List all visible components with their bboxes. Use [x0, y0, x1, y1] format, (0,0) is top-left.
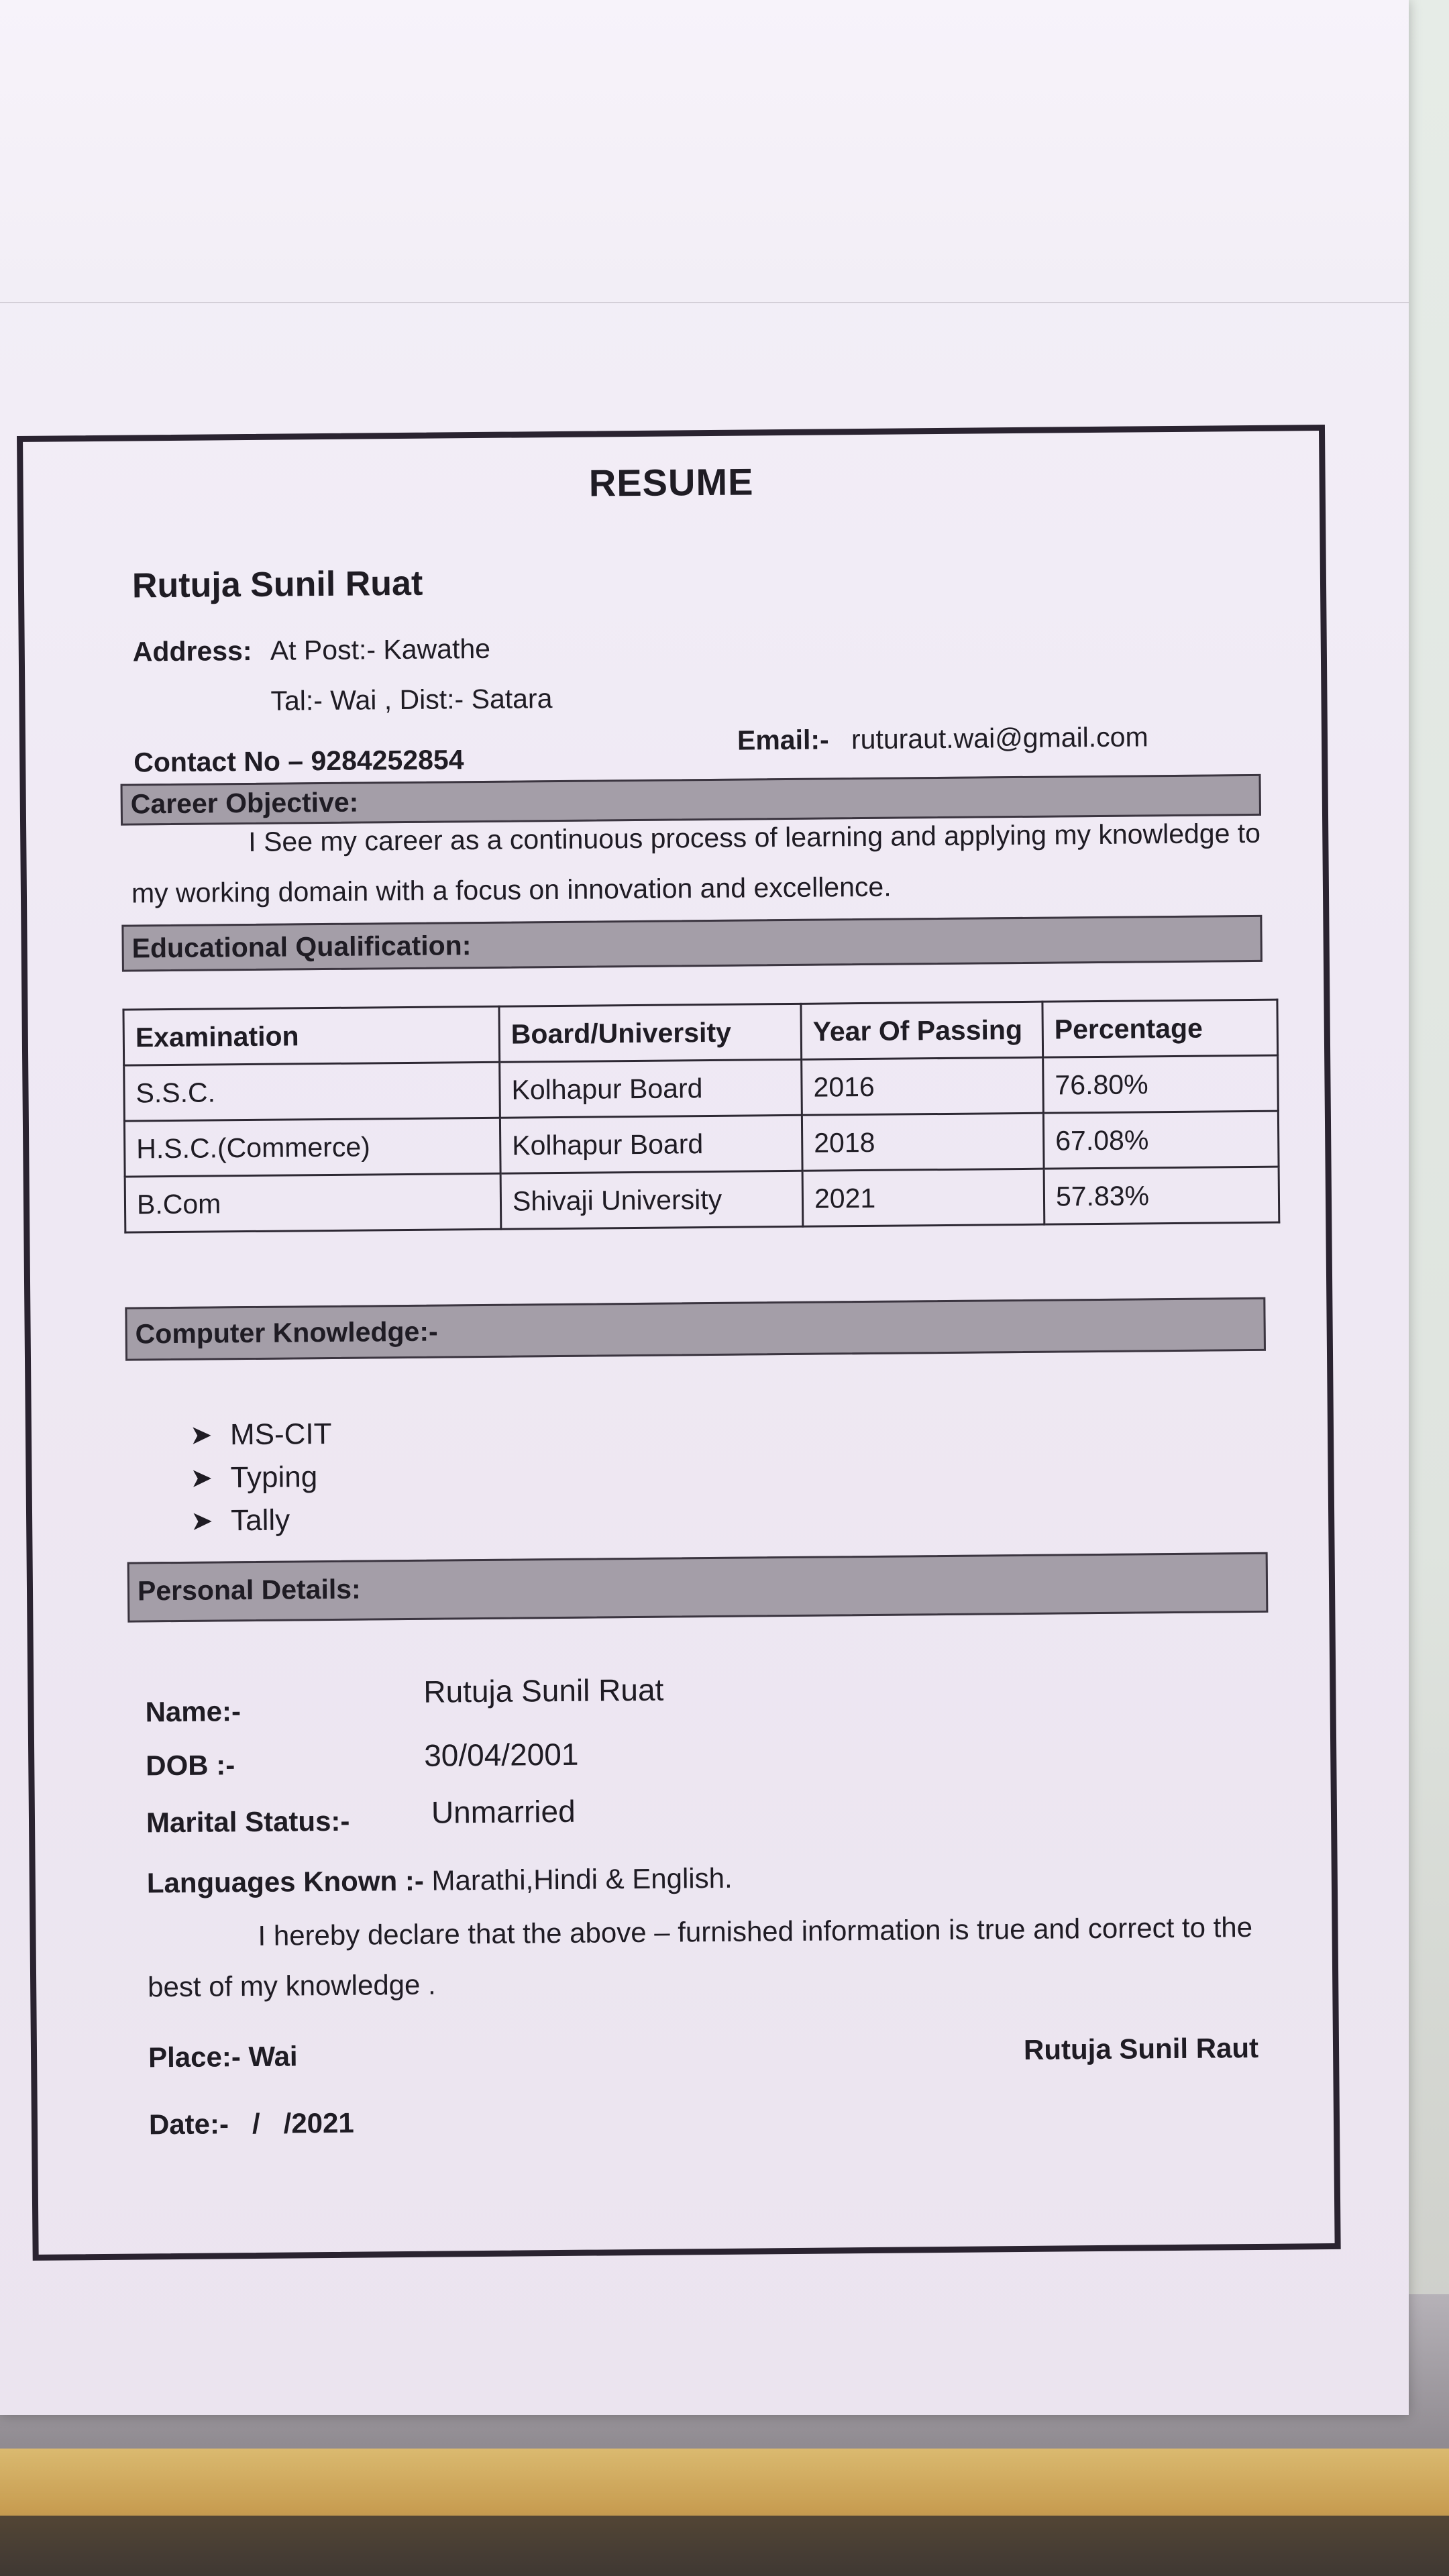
address-label: Address:	[132, 635, 252, 667]
place-field: Place:- Wai	[148, 2040, 298, 2074]
address-line-2: Tal:- Wai , Dist:- Satara	[270, 683, 553, 716]
declaration-line-1: I hereby declare that the above – furnished information is true and correct to the	[258, 1911, 1253, 1951]
marital-status-value: Unmarried	[431, 1793, 576, 1830]
bottom-shadow	[0, 2516, 1449, 2576]
cell-board: Kolhapur Board	[500, 1115, 802, 1173]
resume-heading: RESUME	[588, 460, 754, 504]
skill-label: Tally	[230, 1503, 290, 1538]
address-line-1: At Post:- Kawathe	[270, 633, 491, 666]
table-row	[124, 1111, 1279, 1177]
table-row	[124, 1055, 1279, 1121]
candidate-name: Rutuja Sunil Ruat	[131, 564, 423, 606]
languages-known	[147, 1862, 733, 1900]
cell-year: 2016	[802, 1057, 1044, 1115]
email-label: Email:-	[737, 724, 829, 756]
personal-details-title: Personal Details:	[137, 1573, 361, 1607]
cell-board: Kolhapur Board	[500, 1059, 802, 1118]
cell-examination: H.S.C.(Commerce)	[124, 1118, 500, 1177]
cell-board: Shivaji University	[500, 1171, 803, 1229]
skill-label: MS-CIT	[229, 1417, 332, 1452]
languages-value: Marathi,Hindi & English.	[423, 1862, 733, 1896]
arrowhead-bullet-icon: ➤	[190, 1506, 213, 1536]
cell-percentage: 76.80%	[1043, 1055, 1279, 1113]
table-header-row	[123, 1000, 1278, 1065]
cell-examination: S.S.C.	[124, 1062, 500, 1121]
marital-status-label: Marital Status:-	[146, 1805, 350, 1839]
paper-top-fold	[0, 0, 1409, 303]
dob-value: 30/04/2001	[423, 1736, 579, 1773]
skill-label: Typing	[230, 1460, 318, 1495]
cell-percentage: 57.83%	[1044, 1167, 1279, 1224]
languages-label: Languages Known :-	[146, 1864, 425, 1899]
objective-line-2: my working domain with a focus on innovation and excellence.	[131, 871, 892, 909]
list-item	[190, 1456, 332, 1500]
header-board-university: Board/University	[499, 1004, 802, 1062]
arrowhead-bullet-icon: ➤	[190, 1463, 213, 1493]
header-percentage: Percentage	[1042, 1000, 1278, 1057]
list-item	[191, 1499, 333, 1543]
career-objective-title: Career Objective:	[130, 786, 359, 820]
cell-percentage: 67.08%	[1043, 1111, 1279, 1169]
header-examination: Examination	[123, 1006, 500, 1065]
header-year-of-passing: Year Of Passing	[801, 1002, 1043, 1059]
signature-name: Rutuja Sunil Raut	[1023, 2031, 1259, 2065]
date-field: Date:- / /2021	[148, 2106, 354, 2141]
name-label: Name:-	[145, 1695, 241, 1728]
education-title: Educational Qualification:	[131, 930, 472, 964]
resume-content	[17, 425, 1341, 2261]
cell-examination: B.Com	[125, 1173, 501, 1232]
education-table	[122, 999, 1280, 1234]
cell-year: 2018	[802, 1113, 1044, 1171]
dob-label: DOB :-	[146, 1749, 235, 1782]
email-value: ruturaut.wai@gmail.com	[851, 721, 1148, 755]
name-value: Rutuja Sunil Ruat	[423, 1672, 664, 1709]
arrowhead-bullet-icon: ➤	[189, 1420, 213, 1450]
list-item	[190, 1413, 332, 1457]
declaration-line-2: best of my knowledge .	[147, 1968, 436, 2003]
table-row	[125, 1167, 1279, 1232]
objective-line-1: I See my career as a continuous process of learning and applying my knowledge to	[248, 817, 1261, 858]
cell-year: 2021	[802, 1169, 1044, 1226]
computer-skills-list	[190, 1413, 333, 1543]
computer-knowledge-title: Computer Knowledge:-	[135, 1316, 438, 1350]
contact-number: Contact No – 9284252854	[133, 744, 464, 778]
